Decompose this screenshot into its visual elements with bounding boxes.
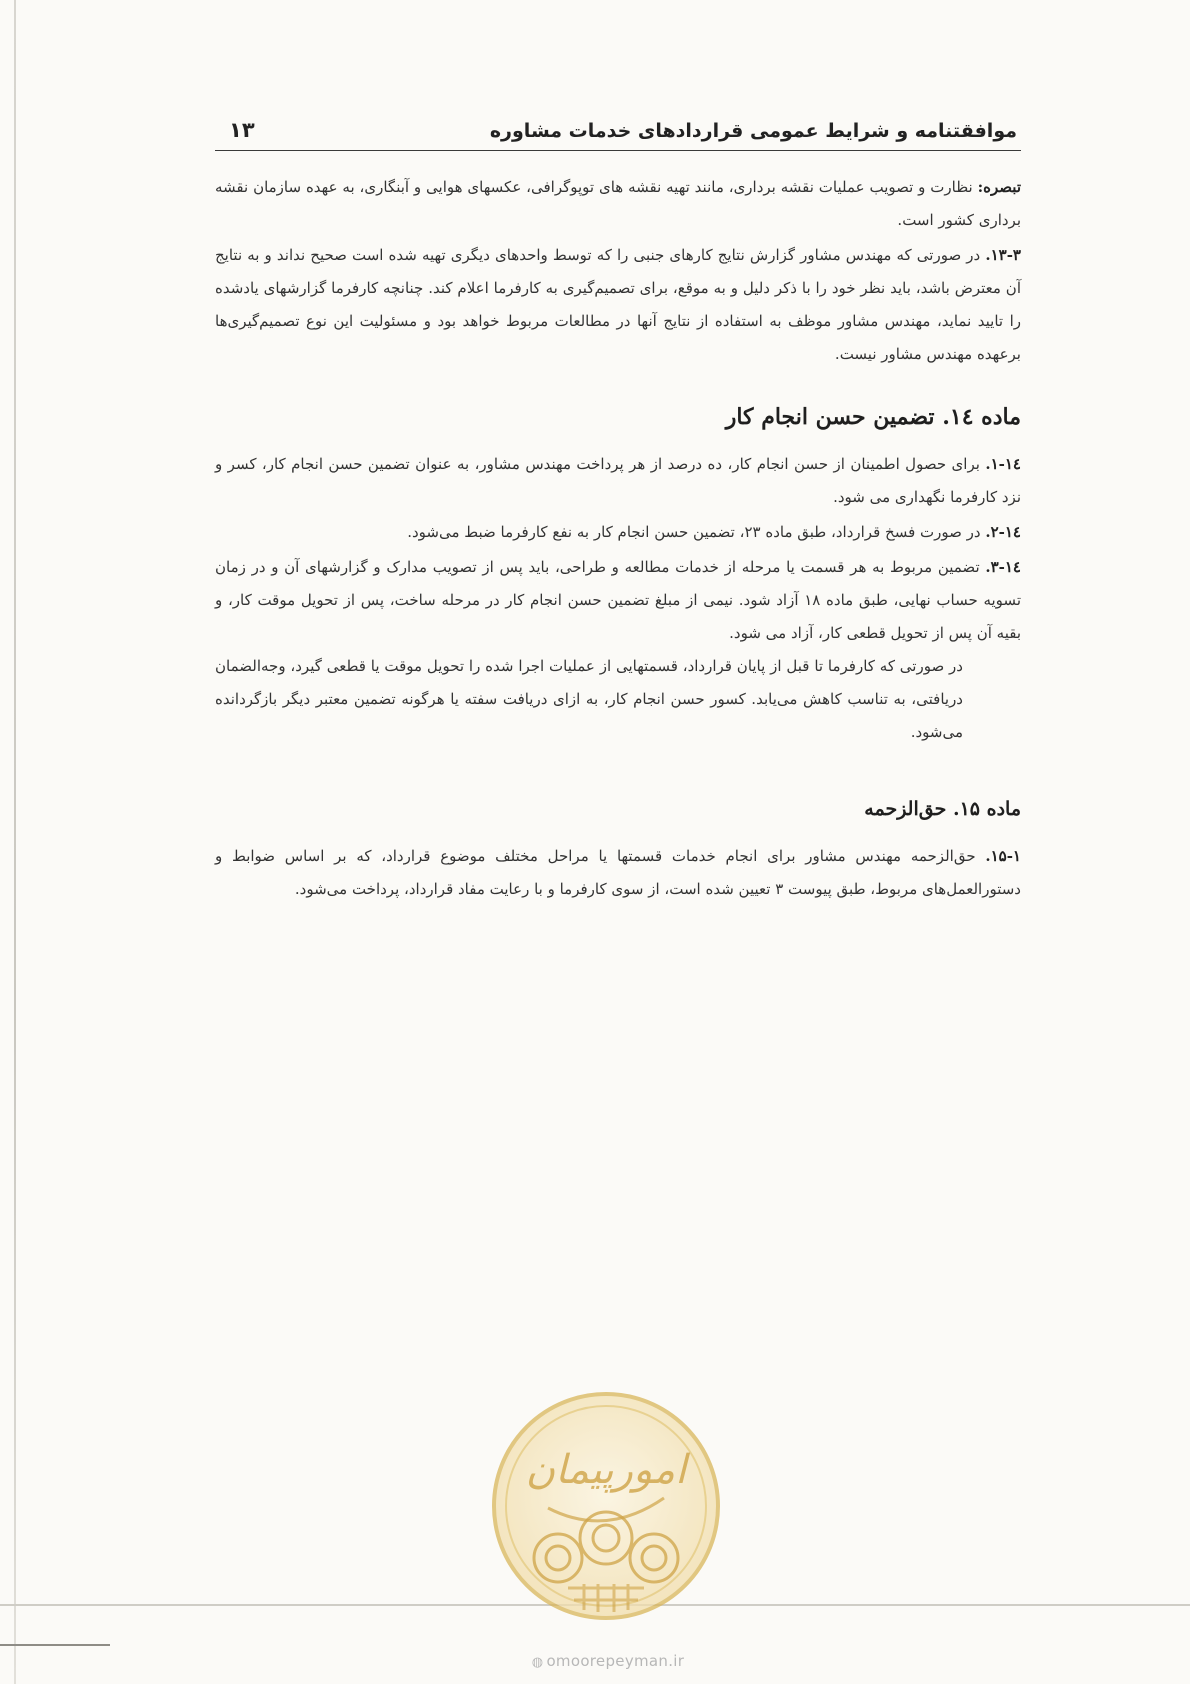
omoorepeyman-seal-logo <box>488 1388 724 1624</box>
article-15-heading: ماده ۱۵. حق‌الزحمه <box>864 798 1021 820</box>
clause-text: برای حصول اطمینان از حسن انجام کار، ده درصد از هر پرداخت مهندس مشاور، به عنوان تضمین حسن انجام کار، کسر و نزد کارفرما نگهداری می شود. <box>215 455 1021 506</box>
page-header <box>215 108 1021 151</box>
page-number: ۱۳ <box>229 118 255 142</box>
clause-number: ۱۳-۳. <box>985 246 1021 264</box>
clause-number: ۱۵-۱. <box>985 847 1021 865</box>
document-page <box>215 108 1021 906</box>
clause-number: ۱٤-۱. <box>985 455 1021 473</box>
clause-number: ۱٤-۲. <box>985 523 1021 541</box>
clause-text: در صورتی که مهندس مشاور گزارش نتایج کارهای جنبی را که توسط واحدهای دیگری تهیه شده است صحیح نداند و به نتایج آن معترض باشد، باید نظر خود را با ذکر دلیل و به موقع، برای تصمیم‌گیری به کارفرما اعلام کند. چنانچه کارفرما گزارشهای یادشده را تایید نماید، مهندس مشاور موظف به استفاده از نتایج آنها در مطالعات مربوط خواهد بود و مسئولیت این نوع تصمیم‌گیری‌ها برعهده مهندس مشاور نیست. <box>215 246 1021 363</box>
globe-icon: ◍ <box>531 1655 544 1670</box>
clause-13-3 <box>215 239 1021 371</box>
clause-text: حق‌الزحمه مهندس مشاور برای انجام خدمات قسمتها یا مراحل مختلف موضوع قرارداد، که بر اساس ضوابط و دستورالعمل‌های مربوط، طبق پیوست ۳ تعیین شده است، از سوی کارفرما و با رعایت مفاد قرارداد، پرداخت می‌شود. <box>215 847 1021 898</box>
document-body <box>215 171 1021 906</box>
clause-text: در صورت فسخ قرارداد، طبق ماده ۲۳، تضمین حسن انجام کار به نفع کارفرما ضبط می‌شود. <box>407 523 981 541</box>
clause-text: تضمین مربوط به هر قسمت یا مرحله از خدمات مطالعه و طراحی، باید پس از تصویب مدارک و گزارشهای آن و در زمان تسویه حساب نهایی، طبق ماده ۱۸ آزاد شود. نیمی از مبلغ تضمین حسن انجام کار در مرحله ساخت، پس از تحویل موقت کار، و بقیه آن پس از تحویل قطعی کار، آزاد می شود. <box>215 558 1021 642</box>
watermark-url <box>478 1652 738 1670</box>
watermark-url-text: omoorepeyman.ir <box>546 1652 685 1670</box>
clause-15-1 <box>215 840 1021 906</box>
clause-14-3 <box>215 551 1021 650</box>
note-text: نظارت و تصویب عملیات نقشه برداری، مانند تهیه نقشه های توپوگرافی، عکسهای هوایی و آبنگاری، به عهده سازمان نقشه برداری کشور است. <box>215 178 1021 229</box>
page-title: موافقتنامه و شرایط عمومی قراردادهای خدمات مشاوره <box>489 120 1017 142</box>
note-label: تبصره: <box>977 178 1021 196</box>
article-14-extra-paragraph: در صورتی که کارفرما تا قبل از پایان قرارداد، قسمتهایی از عملیات اجرا شده را تحویل موقت یا قطعی گیرد، وجه‌الضمان دریافتی، به تناسب کاهش می‌یابد. کسور حسن انجام کار، به ازای دریافت سفته یا هرگونه تضمین معتبر دیگر بازگردانده می‌شود. <box>215 657 963 741</box>
clause-14-1 <box>215 448 1021 514</box>
clause-number: ۱٤-۳. <box>985 558 1021 576</box>
article-14-heading: ماده ۱٤. تضمین حسن انجام کار <box>725 404 1021 430</box>
scan-edge-left <box>14 0 16 1684</box>
note-paragraph <box>215 171 1021 237</box>
clause-14-2 <box>215 516 1021 549</box>
svg-text:امورپیمان: امورپیمان <box>525 1447 687 1493</box>
scan-edge-corner <box>0 1644 110 1646</box>
